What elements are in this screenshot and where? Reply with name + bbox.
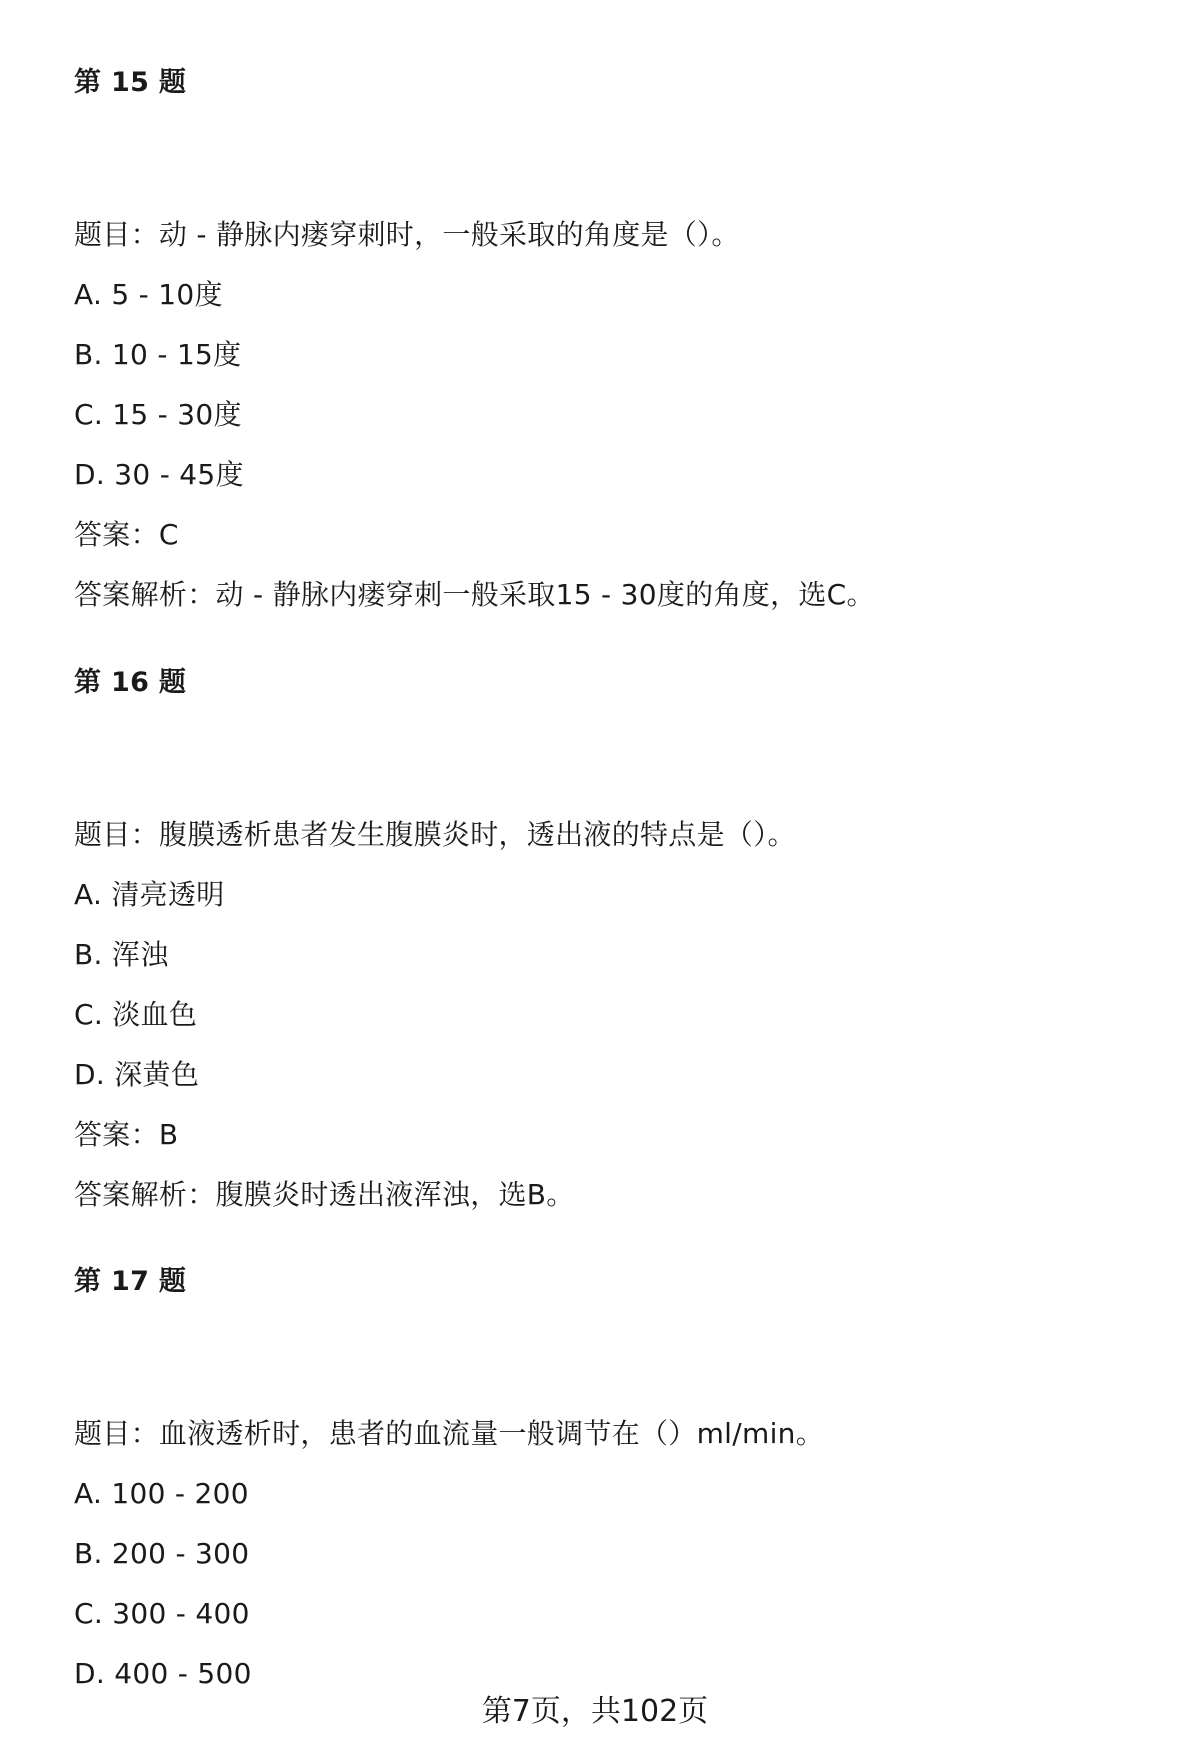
page-number-footer: 第7页，共102页 — [481, 1694, 709, 1729]
question-16-stem: 题目：腹膜透析患者发生腹膜炎时，透出液的特点是（）。 — [74, 818, 796, 851]
question-17-stem: 题目：血液透析时，患者的血流量一般调节在（）ml/min。 — [74, 1417, 824, 1450]
question-17-option-a: A. 100 - 200 — [74, 1477, 249, 1510]
question-16-option-a: A. 清亮透明 — [74, 878, 225, 911]
question-17-option-d: D. 400 - 500 — [74, 1657, 252, 1690]
question-15-heading: 第 15 题 — [74, 67, 187, 98]
question-16-option-c: C. 淡血色 — [74, 998, 198, 1031]
question-15-answer: 答案：C — [74, 518, 179, 551]
question-15-option-b: B. 10 - 15度 — [74, 338, 242, 371]
question-15-option-a: A. 5 - 10度 — [74, 278, 223, 311]
question-15-stem: 题目：动 - 静脉内瘘穿刺时，一般采取的角度是（）。 — [74, 218, 740, 251]
question-15-option-c: C. 15 - 30度 — [74, 398, 242, 431]
question-17-heading: 第 17 题 — [74, 1266, 187, 1297]
question-15-analysis: 答案解析：动 - 静脉内瘘穿刺一般采取15 - 30度的角度，选C。 — [74, 578, 875, 611]
question-16-analysis: 答案解析：腹膜炎时透出液浑浊，选B。 — [74, 1178, 575, 1211]
question-16-option-d: D. 深黄色 — [74, 1058, 200, 1091]
question-15-option-d: D. 30 - 45度 — [74, 458, 244, 491]
question-16-heading: 第 16 题 — [74, 667, 187, 698]
question-17-option-c: C. 300 - 400 — [74, 1597, 250, 1630]
question-17-option-b: B. 200 - 300 — [74, 1537, 250, 1570]
question-16-option-b: B. 浑浊 — [74, 938, 169, 971]
question-16-answer: 答案：B — [74, 1118, 179, 1151]
